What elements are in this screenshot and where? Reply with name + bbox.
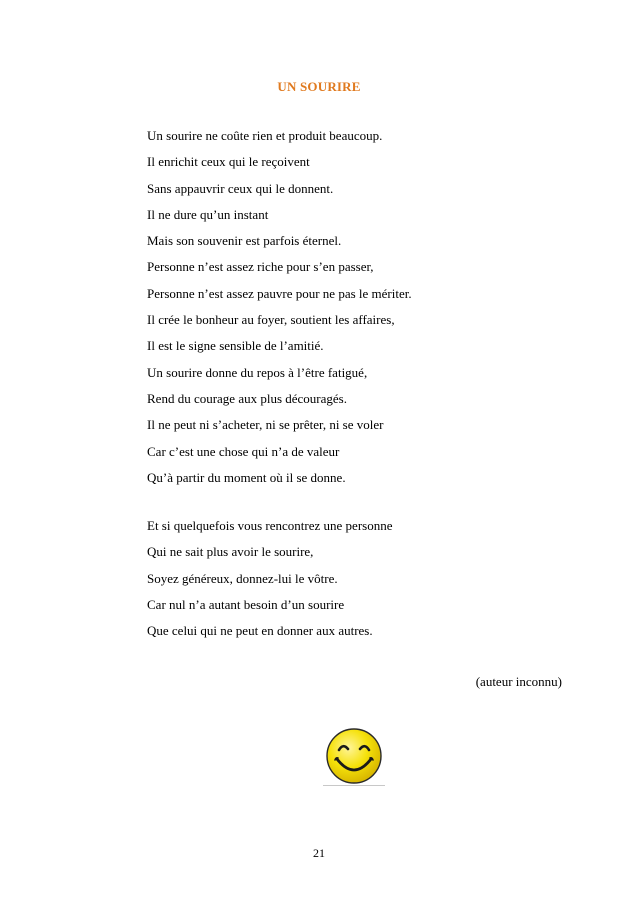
stanza-2	[147, 513, 392, 644]
poem-line: Sans appauvrir ceux qui le donnent.	[147, 180, 334, 196]
poem-line: Car c’est une chose qui n’a de valeur	[147, 443, 340, 459]
poem-line: Un sourire donne du repos à l’être fatigué,	[147, 364, 368, 380]
poem-line: Qu’à partir du moment où il se donne.	[147, 469, 346, 485]
poem-line: Un sourire ne coûte rien et produit beaucoup.	[147, 128, 383, 143]
poem-line: Il est le signe sensible de l’amitié.	[147, 338, 324, 354]
poem-line: Personne n’est assez pauvre pour ne pas le mériter.	[147, 285, 412, 301]
poem-line: Il crée le bonheur au foyer, soutient les affaires,	[147, 312, 395, 328]
poem-title: UN SOURIRE	[277, 79, 361, 94]
poem-line: Qui ne sait plus avoir le sourire,	[147, 544, 314, 560]
poem-line: Personne n’est assez riche pour s’en passer,	[147, 259, 374, 275]
author-attribution: (auteur inconnu)	[475, 674, 562, 689]
poem-line: Il enrichit ceux qui le reçoivent	[147, 154, 310, 170]
poem-line: Soyez généreux, donnez-lui le vôtre.	[147, 570, 338, 586]
poem-line: Il ne peut ni s’acheter, ni se prêter, ni se voler	[147, 417, 384, 433]
poem-line: Que celui qui ne peut en donner aux autres.	[147, 623, 373, 639]
poem-line: Il ne dure qu’un instant	[147, 206, 269, 222]
poem-line: Car nul n’a autant besoin d’un sourire	[147, 596, 345, 612]
poem-line: Et si quelquefois vous rencontrez une personne	[147, 518, 393, 533]
stanza-1	[147, 123, 412, 491]
smiley-face-icon	[321, 726, 387, 788]
poem-line: Mais son souvenir est parfois éternel.	[147, 233, 342, 249]
poem-line: Rend du courage aux plus découragés.	[147, 390, 347, 406]
page-number: 21	[313, 846, 325, 860]
